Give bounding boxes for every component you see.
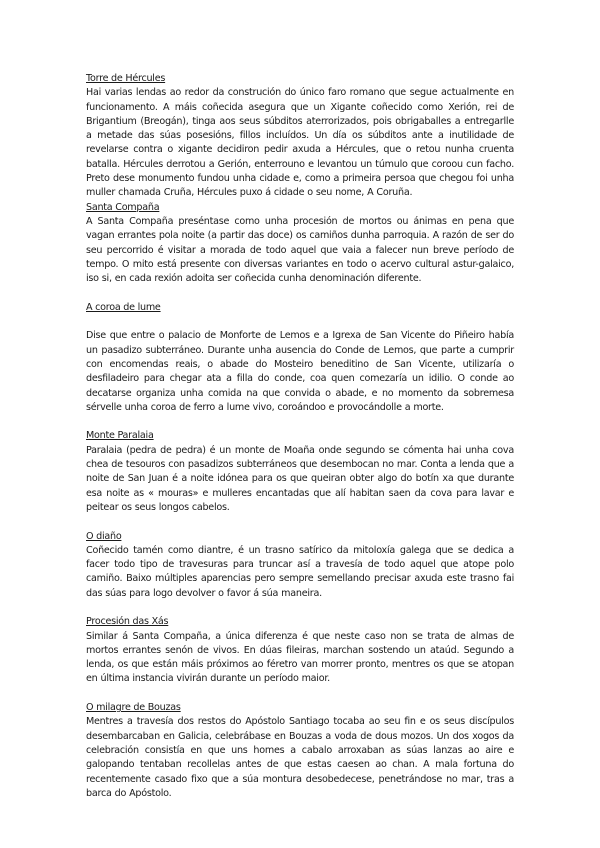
- section-o-milagre-de-bouzas: [86, 701, 514, 801]
- section-monte-paralaia: [86, 429, 514, 515]
- spacer: [86, 315, 514, 329]
- section-title: O milagre de Bouzas: [86, 702, 181, 714]
- section-body: Coñecido tamén como diantre, é un trasno satírico da mitoloxía galega que se dedica a facer todo tipo de travesuras para truncar así a travesía de todo aquel que atope polo camiño. Baixo múltiples aparencias pero sempre semellando precisar axuda este trasno fai das súas para logo devolver o favor á súa maneira.: [86, 544, 514, 599]
- section-santa-compana: [86, 201, 514, 287]
- section-body: Similar á Santa Compaña, a única diferenza é que neste caso non se trata de almas de mortos errantes senón de vivos. En dúas fileiras, marchan sostendo un ataúd. Segundo a lenda, os que están máis próximos ao féretro van morrer pronto, mentres os que se atopan en última instancia vivirán durante un período maior.: [86, 630, 514, 685]
- section-title: Procesión das Xás: [86, 616, 169, 628]
- section-body: Dise que entre o palacio de Monforte de Lemos e a Igrexa de San Vicente do Piñeiro había un pasadizo subterráneo. Durante unha ausencia do Conde de Lemos, que parte a cumprir con encomendas reais, o abade do Mosteiro beneditino de San Vicente, utilizaría o desfiladeiro para chegar ata a filla do conde, coa quen comezaría un idilio. O conde ao decatarse organiza unha comida na que convida o abade, e no momento da sobremesa sérvelle unha coroa de ferro a lume vivo, coroándoo e provocándolle a morte.: [86, 330, 514, 413]
- document-page: [86, 72, 514, 801]
- section-title: Monte Paralaia: [86, 430, 154, 442]
- section-title: Torre de Hércules: [86, 73, 166, 84]
- section-a-coroa-de-lume: [86, 301, 514, 415]
- section-torre-de-hercules: [86, 72, 514, 201]
- spacer: [86, 687, 514, 701]
- section-body: A Santa Compaña preséntase como unha procesión de mortos ou ánimas en pena que vagan errantes pola noite (a partir das doce) os camiños dunha parroquia. A razón de ser do seu percorrido é visitar a morada de todo aquel que vaia a falecer nun breve período de tempo. O mito está presente con diversas variantes en todo o acervo cultural astur-galaico, iso si, en cada rexión adoita ser coñecida cunha denominación diferente.: [86, 215, 514, 285]
- section-o-diano: [86, 530, 514, 601]
- spacer: [86, 415, 514, 429]
- section-body: Mentres a travesía dos restos do Apóstolo Santiago tocaba ao seu fin e os seus discípulos desembarcaban en Galicia, celebrábase en Bouzas a voda de dous mozos. Un dos xogos da celebración consistía en que uns homes a cabalo arroxaban as súas lanzas ao aire e galopando tentaban recollelas antes de que estas caesen ao chan. A mala fortuna do recentemente casado fixo que a súa montura desobedecese, penetrándose no mar, tras a barca do Apóstolo.: [86, 716, 514, 799]
- section-title: O diaño: [86, 530, 122, 542]
- section-body: Paralaia (pedra de pedra) é un monte de Moaña onde segundo se cómenta hai unha cova chea de tesouros con pasadizos subterráneos que desembocan no mar. Conta a lenda que a noite de San Juan é a noite idónea para os que queiran obter algo do botín xa que durante esa noite as « mouras» e mulleres encantadas que alí habitan saen da cova para lavar e peitear os seus longos cabelos.: [86, 444, 514, 513]
- section-title: A coroa de lume: [86, 301, 161, 313]
- section-procesion-das-xas: [86, 615, 514, 686]
- section-body: Hai varias lendas ao redor da construción do único faro romano que segue actualmente en funcionamento. A máis coñecida asegura que un Xigante coñecido como Xerión, rei de Brigantium (Breogán), tinga aos seus súbditos aterrorizados, pois obrigaballes a entregarlle a metade das súas posesións, fillos incluídos. Un día os súbditos ante a inutilidade de revelarse contra o xigante decidiron pedir axuda a Hércules, que o retou nunha cruenta batalla. Hércules derrotou a Gerión, enterrouno e levantou un túmulo que coroou cun facho. Preto dese monumento fundou unha cidade e, como a primeira persoa que chegou foi unha muller chamada Cruña, Hércules puxo á cidade o seu nome, A Coruña.: [86, 87, 514, 199]
- spacer: [86, 601, 514, 615]
- section-title: Santa Compaña: [86, 201, 160, 213]
- spacer: [86, 515, 514, 529]
- spacer: [86, 286, 514, 300]
